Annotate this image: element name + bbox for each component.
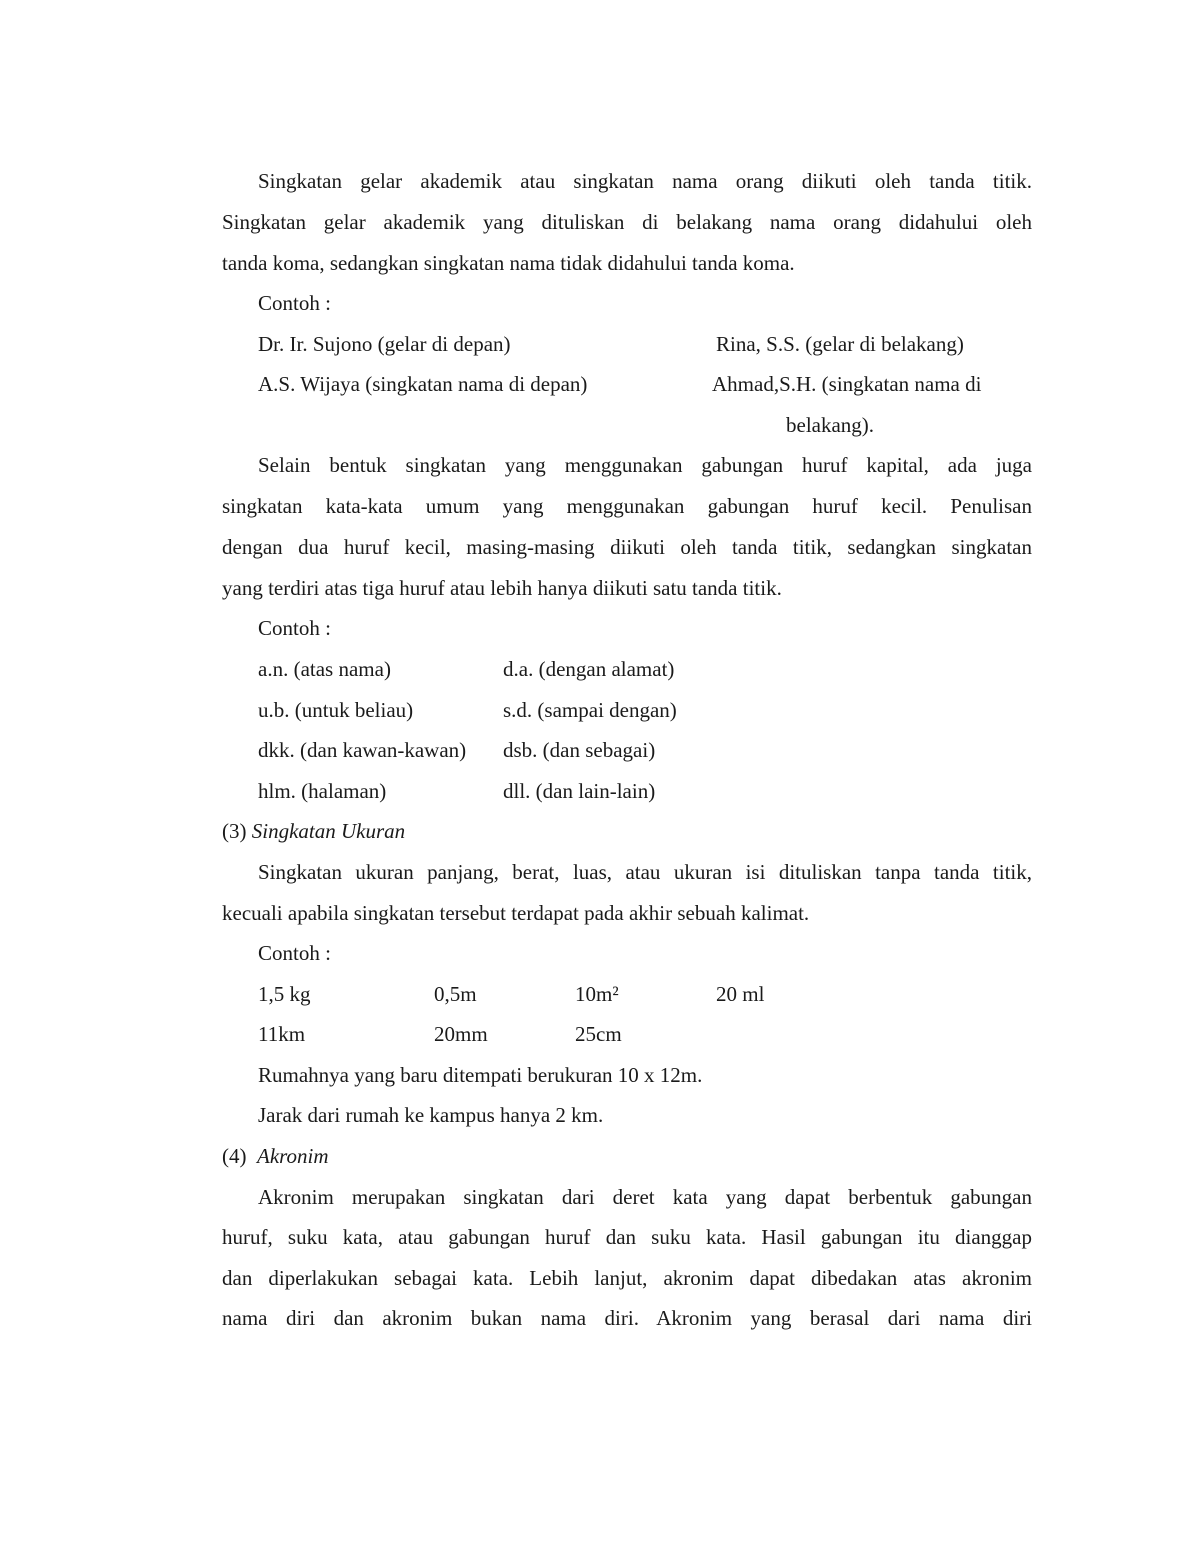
section-heading — [222, 818, 405, 844]
section-title: Singkatan Ukuran — [251, 819, 406, 843]
paragraph-line: Singkatan gelar akademik yang dituliskan di belakang nama orang didahului oleh — [222, 210, 1032, 234]
example-item: dkk. (dan kawan-kawan) — [258, 738, 467, 762]
example-sentence: Rumahnya yang baru ditempati berukuran 10 x 12m. — [258, 1063, 703, 1087]
section-number: (4) — [222, 1144, 247, 1168]
example-item: A.S. Wijaya (singkatan nama di depan) — [258, 372, 588, 396]
example-item: 20 ml — [716, 982, 765, 1006]
paragraph-line: Selain bentuk singkatan yang menggunakan gabungan huruf kapital, ada juga — [258, 453, 1032, 477]
example-label: Contoh : — [258, 941, 331, 965]
example-item: 20mm — [434, 1022, 488, 1046]
example-item: s.d. (sampai dengan) — [503, 698, 677, 722]
paragraph-line: nama diri dan akronim bukan nama diri. Akronim yang berasal dari nama diri — [222, 1306, 1032, 1330]
example-item: 10m² — [575, 982, 619, 1006]
paragraph-line: Akronim merupakan singkatan dari deret kata yang dapat berbentuk gabungan — [258, 1185, 1032, 1209]
paragraph-line: Singkatan gelar akademik atau singkatan nama orang diikuti oleh tanda titik. — [258, 169, 1032, 193]
example-label: Contoh : — [258, 616, 331, 640]
example-item: Ahmad,S.H. (singkatan nama di — [712, 372, 982, 396]
paragraph-line: dengan dua huruf kecil, masing-masing diikuti oleh tanda titik, sedangkan singkatan — [222, 535, 1032, 559]
section-number: (3) — [222, 819, 247, 843]
example-item: dsb. (dan sebagai) — [503, 738, 656, 762]
example-item: dll. (dan lain-lain) — [503, 779, 656, 803]
paragraph-line: singkatan kata-kata umum yang menggunakan gabungan huruf kecil. Penulisan — [222, 494, 1032, 518]
paragraph-line: tanda koma, sedangkan singkatan nama tidak didahului tanda koma. — [222, 251, 795, 275]
example-item: 25cm — [575, 1022, 622, 1046]
paragraph-line: kecuali apabila singkatan tersebut terdapat pada akhir sebuah kalimat. — [222, 901, 810, 925]
paragraph-line: yang terdiri atas tiga huruf atau lebih hanya diikuti satu tanda titik. — [222, 576, 782, 600]
example-item: 0,5m — [434, 982, 477, 1006]
example-item: 11km — [258, 1022, 306, 1046]
paragraph-line: Singkatan ukuran panjang, berat, luas, atau ukuran isi dituliskan tanpa tanda titik, — [258, 860, 1032, 884]
example-sentence: Jarak dari rumah ke kampus hanya 2 km. — [258, 1103, 604, 1127]
example-label: Contoh : — [258, 291, 331, 315]
example-item: belakang). — [786, 413, 875, 437]
example-item: 1,5 kg — [258, 982, 311, 1006]
example-item: a.n. (atas nama) — [258, 657, 391, 681]
example-item: u.b. (untuk beliau) — [258, 698, 414, 722]
paragraph-line: huruf, suku kata, atau gabungan huruf dan suku kata. Hasil gabungan itu dianggap — [222, 1225, 1032, 1249]
section-title: Akronim — [257, 1144, 329, 1168]
example-item: hlm. (halaman) — [258, 779, 387, 803]
paragraph-line: dan diperlakukan sebagai kata. Lebih lanjut, akronim dapat dibedakan atas akronim — [222, 1266, 1032, 1290]
example-item: Dr. Ir. Sujono (gelar di depan) — [258, 332, 511, 356]
example-item: d.a. (dengan alamat) — [503, 657, 675, 681]
section-heading — [222, 1143, 329, 1169]
example-item: Rina, S.S. (gelar di belakang) — [716, 332, 964, 356]
